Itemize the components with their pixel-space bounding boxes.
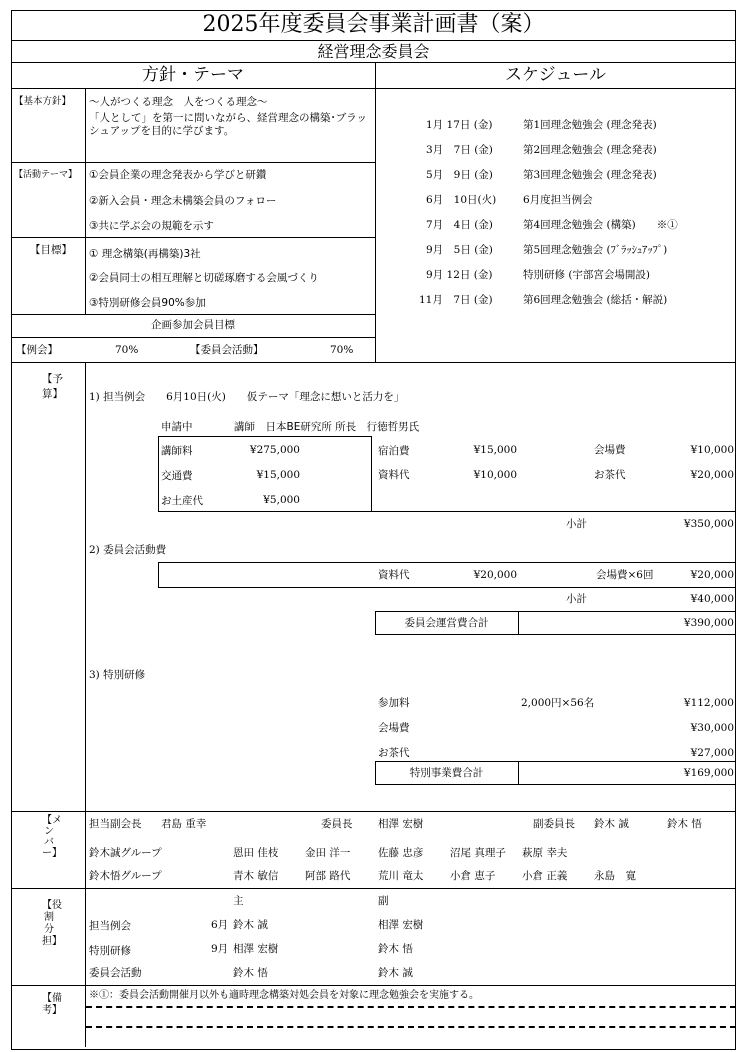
s2-venue-label: 会場費×6回 xyxy=(596,569,654,581)
policy-header: 方針・テーマ xyxy=(142,65,244,85)
theme-item: ①会員企業の理念発表から学びと研鑽 xyxy=(89,169,267,181)
schedule-date: 6月 10日(火) xyxy=(426,194,497,206)
vice-label: 副委員長 xyxy=(533,818,575,830)
meeting-value: 70% xyxy=(115,344,139,356)
basic-policy-line: ～人がつくる理念 人をつくる理念～ xyxy=(89,96,268,108)
s3-fee: ¥112,000 xyxy=(683,697,734,709)
venue: ¥10,000 xyxy=(690,444,734,456)
tea: ¥20,000 xyxy=(690,469,734,481)
group-member: 金田 洋一 xyxy=(305,847,351,859)
tea-label: お茶代 xyxy=(594,469,626,481)
section-3-title: 3) 特別研修 xyxy=(89,669,146,681)
role-name: 特別研修 xyxy=(89,945,131,957)
role-main: 相澤 宏樹 xyxy=(233,943,279,955)
transport-label: 交通費 xyxy=(161,470,193,482)
section-1-title: 1) 担当例会 6月10日(火) 仮テーマ「理念に想いと活力を」 xyxy=(89,391,405,403)
activity-label: 【委員会活動】 xyxy=(190,344,264,356)
goal-item: ① 理念構築(再構築)3社 xyxy=(89,248,201,260)
role-sub: 鈴木 悟 xyxy=(378,943,413,955)
activity-value: 70% xyxy=(330,344,354,356)
special-total-label: 特別事業費合計 xyxy=(409,767,484,779)
subtotal-label: 小計 xyxy=(566,593,587,605)
role-month: 6月 xyxy=(211,919,229,931)
basic-policy-line: 「人として」を第一に問いながら、経営理念の構築･ブラッ xyxy=(89,112,368,124)
vp-label: 担当副会長 xyxy=(89,818,142,830)
notes-line xyxy=(86,1006,736,1008)
chair-label: 委員長 xyxy=(321,818,353,830)
group-member: 青木 敏信 xyxy=(233,870,279,882)
group-member: 荒川 竜太 xyxy=(378,870,424,882)
vice-chair: 鈴木 誠 xyxy=(594,818,629,830)
notes-label: 【備考】 xyxy=(42,993,62,1016)
lecture-fee: ¥275,000 xyxy=(249,444,300,456)
role-main: 鈴木 悟 xyxy=(233,967,268,979)
budget-label: 【予算】 xyxy=(42,373,63,400)
group-1-label: 鈴木誠グループ xyxy=(89,847,162,859)
schedule-event: 第2回理念勉強会 (理念発表) xyxy=(523,144,657,156)
speaker-info: 講師 日本BE研究所 所長 行徳哲男氏 xyxy=(234,421,420,433)
lodging: ¥15,000 xyxy=(473,444,517,456)
group-member: 小倉 正義 xyxy=(522,870,568,882)
s3-venue: ¥30,000 xyxy=(690,722,734,734)
sub-header: 副 xyxy=(378,895,389,907)
section-1-subtotal: ¥350,000 xyxy=(683,518,734,530)
transport: ¥15,000 xyxy=(256,469,300,481)
main-header: 主 xyxy=(233,895,244,907)
schedule-date: 1月 17日 (金) xyxy=(426,119,493,131)
s2-material-label: 資料代 xyxy=(378,569,410,581)
committee-name: 経営理念委員会 xyxy=(317,42,430,61)
s3-fee-label: 参加料 xyxy=(378,697,410,709)
theme-item: ②新入会員・理念未構築会員のフォロー xyxy=(89,195,277,207)
souvenir-label: お土産代 xyxy=(161,495,203,507)
theme-label: 【活動テーマ】 xyxy=(14,170,78,180)
group-member: 恩田 佳枝 xyxy=(233,847,279,859)
goal-item: ③特別研修会員90%参加 xyxy=(89,297,206,309)
schedule-event: 第3回理念勉強会 (理念発表) xyxy=(523,169,657,181)
section-2-subtotal: ¥40,000 xyxy=(690,593,734,605)
schedule-date: 9月 5日 (金) xyxy=(426,244,493,256)
schedule-event: 第1回理念勉強会 (理念発表) xyxy=(523,119,657,131)
material-label: 資料代 xyxy=(378,469,410,481)
schedule-event: 第5回理念勉強会 (ﾌﾞﾗｯｼｭｱｯﾌﾟ) xyxy=(523,244,668,256)
s3-tea-label: お茶代 xyxy=(378,747,410,759)
schedule-event: 第6回理念勉強会 (総括・解説) xyxy=(523,294,668,306)
group-member: 沼尾 真理子 xyxy=(450,847,506,859)
schedule-date: 9月 12日 (金) xyxy=(426,269,493,281)
s3-tea: ¥27,000 xyxy=(690,747,734,759)
souvenir: ¥5,000 xyxy=(263,494,300,506)
lodging-label: 宿泊費 xyxy=(378,445,410,457)
material: ¥10,000 xyxy=(473,469,517,481)
schedule-date: 5月 9日 (金) xyxy=(426,169,493,181)
role-name: 担当例会 xyxy=(89,920,131,932)
schedule-date: 3月 7日 (金) xyxy=(426,144,493,156)
role-name: 委員会活動 xyxy=(89,967,142,979)
schedule-event: 6月度担当例会 xyxy=(523,194,593,206)
schedule-date: 11月 7日 (金) xyxy=(419,294,493,306)
chair-name: 相澤 宏樹 xyxy=(378,818,424,830)
goal-item: ②会員同士の相互理解と切磋琢磨する会風づくり xyxy=(89,272,319,284)
group-member: 永島 寛 xyxy=(594,870,636,882)
ops-total: ¥390,000 xyxy=(683,617,734,629)
s2-material: ¥20,000 xyxy=(473,569,517,581)
s2-venue: ¥20,000 xyxy=(690,569,734,581)
s3-fee-calc: 2,000円×56名 xyxy=(521,697,595,709)
basic-policy-line: シュアップを目的に学びます。 xyxy=(89,125,235,137)
target-title: 企画参加会員目標 xyxy=(151,319,235,331)
lecture-fee-label: 講師料 xyxy=(161,445,193,457)
group-member: 小倉 恵子 xyxy=(450,870,496,882)
role-sub: 鈴木 誠 xyxy=(378,967,413,979)
vice-chair: 鈴木 悟 xyxy=(667,818,702,830)
role-main: 鈴木 誠 xyxy=(233,919,268,931)
theme-item: ③共に学ぶ会の規範を示す xyxy=(89,220,214,232)
schedule-date: 7月 4日 (金) xyxy=(426,219,493,231)
ops-total-label: 委員会運営費合計 xyxy=(404,617,489,629)
group-member: 阿部 路代 xyxy=(305,870,351,882)
group-member: 萩原 幸夫 xyxy=(522,847,568,859)
page-title: 2025年度委員会事業計画書（案） xyxy=(202,12,545,37)
group-2-label: 鈴木悟グループ xyxy=(89,870,162,882)
role-sub: 相澤 宏樹 xyxy=(378,919,424,931)
role-month: 9月 xyxy=(211,943,229,955)
applicant-status: 申請中 xyxy=(161,421,193,433)
s3-venue-label: 会場費 xyxy=(378,722,410,734)
subtotal-label: 小計 xyxy=(566,518,587,530)
members-label: 【メンバー】 xyxy=(42,815,62,859)
roles-label: 【役割分担】 xyxy=(42,900,62,947)
notes-line xyxy=(86,1026,736,1028)
goal-label: 【目標】 xyxy=(30,244,72,256)
basic-policy-label: 【基本方針】 xyxy=(14,96,72,107)
group-member: 佐藤 忠彦 xyxy=(378,847,424,859)
schedule-event: 第4回理念勉強会 (構築) ※① xyxy=(523,219,678,231)
notes-text: ※①：委員会活動開催月以外も適時理念構築対処会員を対象に理念勉強会を実施する。 xyxy=(89,990,479,1001)
page-frame xyxy=(11,10,736,1050)
special-total: ¥169,000 xyxy=(683,767,734,779)
section-2-title: 2) 委員会活動費 xyxy=(89,544,167,556)
meeting-label: 【例会】 xyxy=(16,344,58,356)
vp-name: 君島 重幸 xyxy=(161,818,207,830)
venue-label: 会場費 xyxy=(594,444,626,456)
schedule-header: スケジュール xyxy=(505,65,606,85)
schedule-event: 特別研修 (宇部宮会場開設) xyxy=(523,269,651,281)
